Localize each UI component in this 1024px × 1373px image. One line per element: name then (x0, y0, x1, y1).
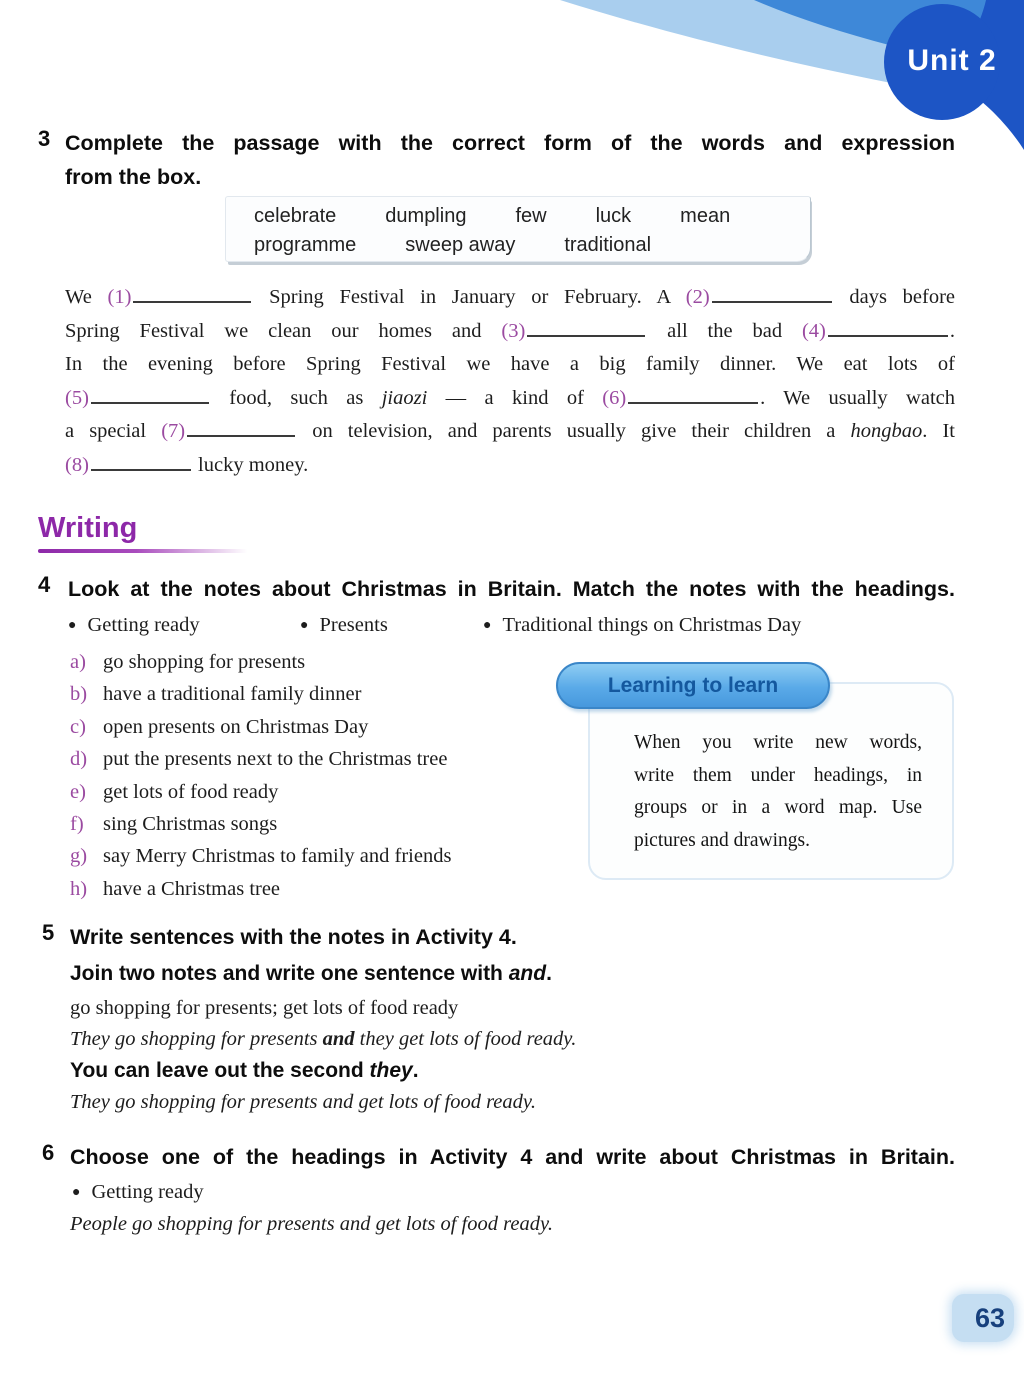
exercise-5-example-2: They go shopping for presents and get lots of food ready. (70, 1091, 536, 1113)
note-text: put the presents next to the Christmas tree (103, 748, 448, 771)
heading-option-presents (300, 614, 388, 637)
note-text: sing Christmas songs (103, 812, 278, 835)
passage-text: . (949, 319, 955, 342)
blank-number: (2) (685, 286, 710, 308)
answer-blank (187, 420, 295, 437)
passage-text: all the bad (647, 319, 802, 342)
example-text: they get lots of food ready. (354, 1028, 577, 1050)
answer-blank (527, 320, 645, 337)
passage-text: lucky money. (192, 453, 309, 476)
bullet-icon: ● (72, 1185, 81, 1200)
note-letter: h) (70, 877, 88, 900)
word-box-word: sweep away (405, 234, 516, 256)
exercise-3-title-line2: from the box. (65, 165, 202, 189)
gap-fill-passage (65, 281, 955, 482)
matching-headings-row (0, 614, 1024, 642)
blank-number: (5) (65, 386, 89, 409)
passage-line (65, 382, 955, 416)
exercise-6-title: Choose one of the headings in Activity 4 and write about Christmas in Britain. (70, 1145, 955, 1169)
passage-text: on television, and parents usually give their children a (297, 420, 851, 442)
answer-blank (628, 387, 758, 404)
learning-to-learn-text (634, 727, 922, 857)
note-item (70, 711, 670, 743)
heading-option-label: Traditional things on Christmas Day (502, 614, 802, 636)
passage-text: . We usually watch (760, 386, 955, 409)
heading-option-label: Getting ready (87, 614, 200, 636)
passage-text: days before (833, 286, 955, 308)
word-box-word: luck (595, 205, 632, 227)
passage-text: We (65, 286, 108, 308)
instruction-text: . (546, 962, 552, 985)
word-box-word: few (515, 205, 547, 227)
learning-tip-line: groups or in a word map. Use (634, 797, 922, 818)
note-text: open presents on Christmas Day (103, 715, 369, 738)
instruction-text: . (412, 1059, 419, 1082)
blank-number: (8) (65, 453, 89, 476)
passage-text: — a kind of (427, 386, 603, 409)
blank-number: (1) (107, 286, 132, 308)
note-text: get lots of food ready (103, 780, 279, 803)
passage-text: a special (65, 420, 162, 442)
note-item (70, 743, 670, 775)
passage-line (65, 315, 955, 349)
note-item (70, 840, 670, 872)
exercise-5-title: Write sentences with the notes in Activity 4. (70, 925, 517, 949)
writing-section-heading: Writing (38, 512, 138, 544)
learning-tip-line: pictures and drawings. (634, 829, 810, 851)
note-item (70, 873, 670, 905)
passage-text: In the evening before Spring Festival we have a big family dinner. We eat lots of (65, 353, 955, 375)
passage-line (65, 348, 955, 382)
emphasized-word-they: they (369, 1059, 413, 1082)
exercise-4-number: 4 (38, 572, 51, 597)
exercise-5-instruction-1 (70, 962, 552, 986)
blank-number: (7) (161, 420, 186, 442)
passage-text: Spring Festival in January or February. A (253, 286, 686, 308)
blank-number: (4) (801, 319, 826, 342)
exercise-6-example: People go shopping for presents and get lots of food ready. (70, 1213, 554, 1235)
exercise-3-title (65, 126, 955, 194)
note-letter: a) (70, 651, 86, 673)
note-text: have a Christmas tree (103, 877, 281, 900)
passage-line (65, 281, 955, 315)
note-letter: g) (70, 845, 88, 868)
answer-blank (133, 286, 251, 303)
learning-to-learn-title: Learning to learn (556, 662, 830, 709)
note-letter: e) (70, 780, 86, 803)
heading-option-label: Presents (319, 614, 388, 636)
word-box-word: celebrate (254, 205, 337, 227)
note-letter: f) (70, 812, 84, 835)
exercise-3-title-line1: Complete the passage with the correct form of the words and expression (65, 131, 955, 155)
exercise-5-notes-line: go shopping for presents; get lots of food ready (70, 997, 459, 1019)
passage-text: . It (922, 420, 955, 442)
word-box-word: dumpling (385, 205, 467, 227)
word-box-row1 (254, 202, 810, 231)
blank-number: (6) (602, 386, 627, 409)
bullet-label: Getting ready (91, 1181, 204, 1203)
learning-tip-line: write them under headings, in (634, 764, 922, 786)
note-text: say Merry Christmas to family and friends (103, 845, 452, 868)
word-box (225, 196, 811, 262)
exercise-6-bullet-item (72, 1181, 204, 1204)
note-item (70, 776, 670, 808)
word-box-word: mean (680, 205, 731, 227)
exercise-5-number: 5 (42, 920, 55, 945)
answer-blank (91, 387, 209, 404)
emphasized-word-and: and (508, 962, 547, 985)
passage-text: Spring Festival we clean our homes and (65, 319, 502, 342)
bullet-icon: ● (68, 618, 77, 633)
answer-blank (91, 454, 191, 471)
note-item (70, 808, 670, 840)
instruction-text: You can leave out the second (70, 1059, 370, 1082)
example-text: They go shopping for presents (70, 1028, 323, 1050)
note-text: have a traditional family dinner (103, 683, 362, 706)
page-number-badge: 63 (952, 1294, 1014, 1342)
italic-term: jiaozi (381, 386, 428, 409)
exercise-5-instruction-2 (70, 1059, 419, 1083)
heading-option-getting-ready (68, 614, 200, 637)
unit-badge: Unit 2 (907, 44, 997, 77)
note-letter: b) (70, 683, 88, 706)
italic-term: hongbao (850, 420, 923, 442)
word-box-word: programme (254, 234, 357, 256)
learning-to-learn-box (588, 682, 954, 880)
passage-line (65, 449, 955, 483)
bullet-icon: ● (300, 618, 309, 633)
heading-option-traditional-things (483, 614, 801, 637)
exercise-6-number: 6 (42, 1140, 55, 1165)
bullet-icon: ● (483, 618, 492, 633)
passage-text: food, such as (210, 386, 382, 409)
word-box-word: traditional (564, 234, 652, 256)
blank-number: (3) (501, 319, 526, 342)
exercise-5-example-1 (70, 1028, 576, 1051)
learning-tip-line: When you write new words, (634, 732, 922, 753)
writing-heading-underline (38, 549, 256, 553)
instruction-text: Join two notes and write one sentence with (70, 962, 509, 985)
note-letter: c) (70, 715, 86, 738)
exercise-3-number: 3 (38, 126, 51, 151)
bold-word-and: and (322, 1028, 355, 1050)
answer-blank (712, 286, 832, 303)
note-letter: d) (70, 748, 88, 771)
exercise-4-title: Look at the notes about Christmas in Britain. Match the notes with the headings. (68, 577, 955, 601)
passage-line (65, 415, 955, 449)
answer-blank (828, 320, 948, 337)
note-text: go shopping for presents (103, 651, 306, 673)
word-box-row2 (254, 231, 810, 260)
